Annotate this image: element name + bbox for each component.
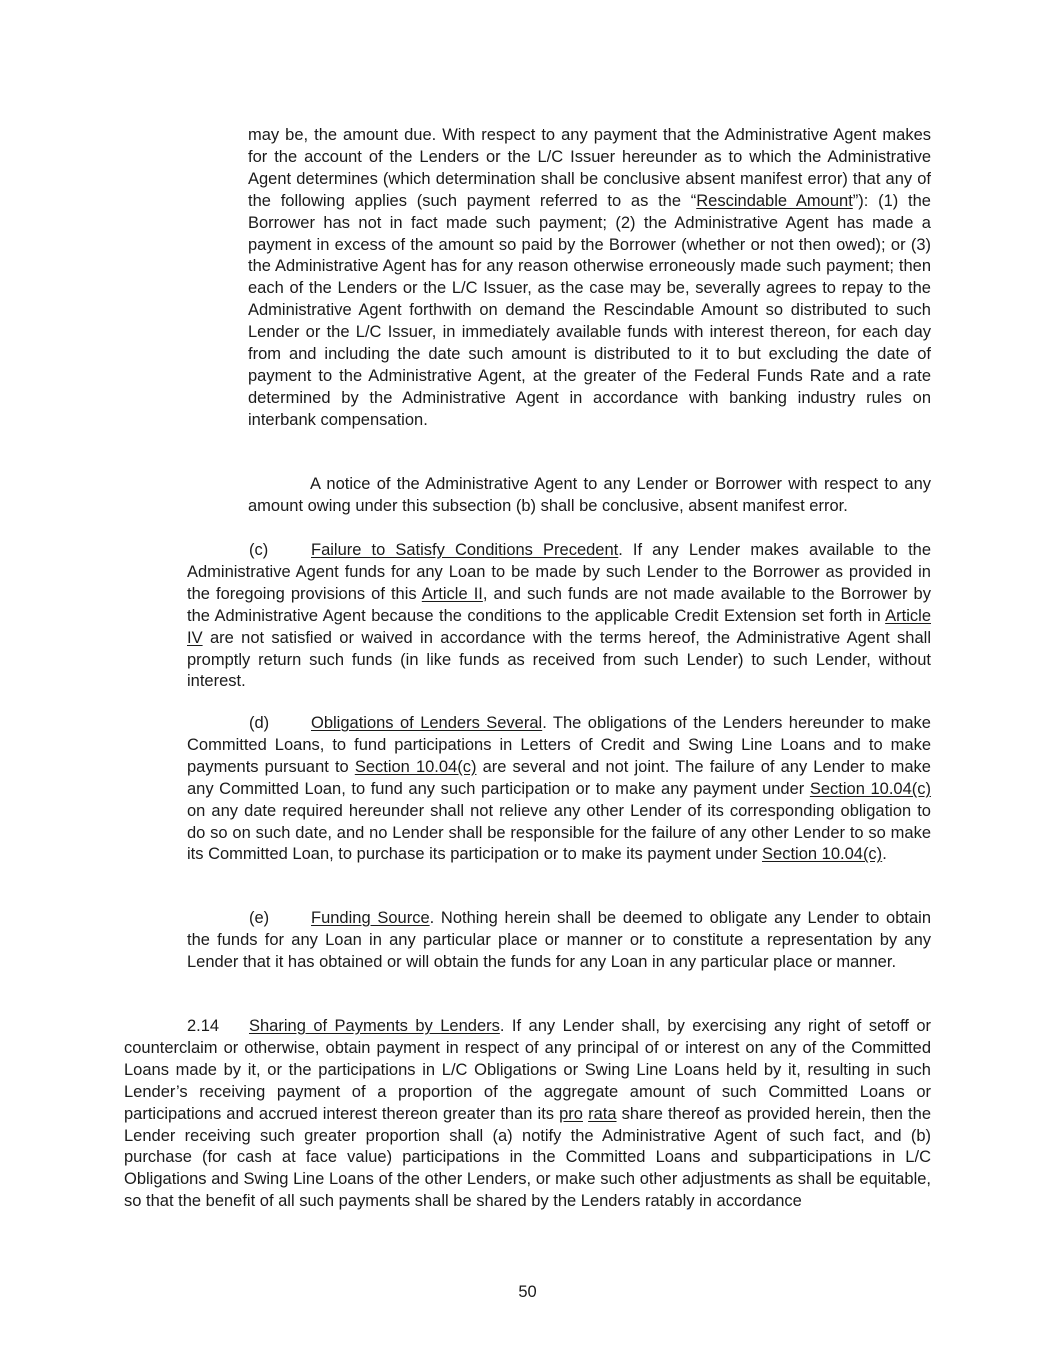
cross-reference: Section 10.04(c)	[809, 779, 931, 798]
text-run: are several and not joint. The failure of any Lender to make any Committed Loan, to fund any such participation or to make any payment under	[187, 757, 931, 798]
section-c-paragraph	[187, 540, 931, 693]
paragraph-rescindable-amount	[248, 125, 931, 432]
cross-reference: Section 10.04(c)	[354, 757, 477, 776]
text-run: . If any Lender makes available to the Administrative Agent funds for any Loan to be made by such Lender to the Borrower as provided in the foregoing provisions of this	[187, 541, 932, 603]
cross-reference: Article IV	[187, 606, 931, 647]
text-run: A notice of the Administrative Agent to any Lender or Borrower with respect to any amount owing under this subsection (b) shall be conclusive, absent manifest error.	[248, 475, 931, 515]
section-number: 2.14	[187, 1017, 220, 1035]
text-run: are not satisfied or waived in accordance with the terms hereof, the Administrative Agent shall promptly return such funds (in like funds as received from such Lender) to such Lender, without interest.	[187, 628, 931, 691]
cross-reference: Section 10.04(c)	[762, 845, 883, 864]
section-heading: Funding Source	[311, 909, 430, 927]
section-heading: Sharing of Payments by Lenders	[249, 1017, 500, 1035]
latin-term-pro: pro	[559, 1104, 583, 1123]
section-e-paragraph	[187, 908, 931, 974]
section-number: (e)	[249, 909, 270, 927]
text-run: on any date required hereunder shall not relieve any other Lender of its corresponding obligation to do so on such date, and no Lender shall be responsible for the failure of any other Lender to so make its Committed Loan, to purchase its participation or to make its payment under	[187, 801, 931, 864]
page-number: 50	[518, 1283, 537, 1301]
section-2-14-paragraph	[124, 1016, 931, 1213]
section-d-paragraph	[187, 713, 931, 866]
text-run: . If any Lender shall, by exercising any right of setoff or counterclaim or otherwise, obtain payment in respect of any principal of or interest on any of the Committed Loans made by it, or the participations in L/C Obligations or Swing Line Loans held by it, resulting in such Lender’s receiving payment of a proportion of the aggregate amount of such Committed Loans or participations and accrued interest thereon greater than its	[124, 1017, 932, 1123]
defined-term-rescindable-amount: Rescindable Amount	[696, 191, 853, 210]
text-run: may be, the amount due. With respect to any payment that the Administrative Agent makes for the account of the Lenders or the L/C Issuer hereunder as to which the Administrative Agent determines (which determination shall be conclusive absent manifest error) that any of the following applies (such payment referred to as the “	[248, 126, 931, 210]
section-number: (d)	[249, 714, 270, 732]
latin-term-rata: rata	[588, 1104, 617, 1123]
text-run: , and such funds are not made available to the Borrower by the Administrative Agent because the conditions to the applicable Credit Extension set forth in	[187, 584, 931, 625]
paragraph-notice	[248, 474, 931, 518]
text-run: . Nothing herein shall be deemed to obligate any Lender to obtain the funds for any Loan in any particular place or manner or to constitute a representation by any Lender that it has obtained or will obtain the funds for any Loan in any particular place or manner.	[187, 909, 931, 971]
text-run: . The obligations of the Lenders hereunder to make Committed Loans, to fund participations in Letters of Credit and Swing Line Loans and to make payments pursuant to	[187, 714, 931, 776]
text-run: ”): (1) the Borrower has not in fact made such payment; (2) the Administrative Agent has made a payment in excess of the amount so paid by the Borrower (whether or not then owed); or (3) the Administrative Agent has for any reason otherwise erroneously made such payment; then each of the Lenders or the L/C Issuer, as the case may be, severally agrees to repay to the Administrative Agent forthwith on demand the Rescindable Amount so distributed to such Lender or the L/C Issuer, in immediately available funds with interest thereon, for each day from and including the date such amount is distributed to it to but excluding the date of payment to the Administrative Agent, at the greater of the Federal Funds Rate and a rate determined by the Administrative Agent in accordance with banking industry rules on interbank compensation.	[248, 191, 931, 429]
section-heading: Obligations of Lenders Several	[311, 714, 543, 732]
text-run: .	[882, 845, 887, 864]
cross-reference: Article II	[421, 584, 483, 603]
section-heading: Failure to Satisfy Conditions Precedent	[311, 541, 619, 559]
section-number: (c)	[249, 541, 269, 559]
text-run: share thereof as provided herein, then the Lender receiving such greater proportion shall (a) notify the Administrative Agent of such fact, and (b) purchase (for cash at face value) participations in the Committed Loans and subparticipations in L/C Obligations and Swing Line Loans of the other Lenders, or make such other adjustments as shall be equitable, so that the benefit of all such payments shall be shared by the Lenders ratably in accordance	[124, 1104, 931, 1211]
